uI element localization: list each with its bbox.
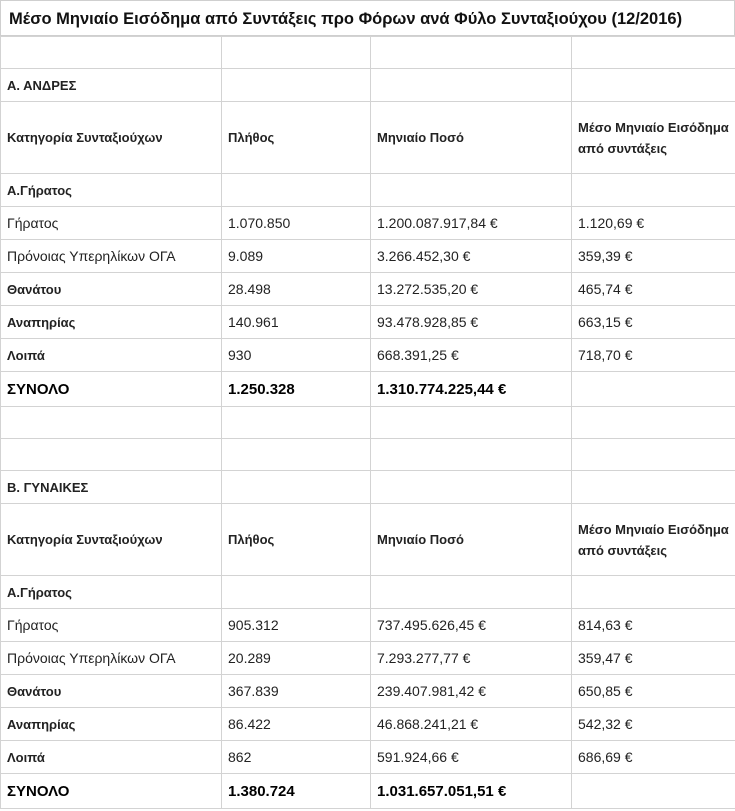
row-label: Λοιπά [1, 741, 222, 774]
blank-row [1, 439, 735, 471]
section-title-women: Β. ΓΥΝΑΙΚΕΣ [1, 471, 222, 504]
row-count: 1.070.850 [222, 207, 371, 240]
total-amount: 1.031.657.051,51 € [371, 774, 572, 809]
table-row [1, 675, 735, 708]
row-amount: 737.495.626,45 € [371, 609, 572, 642]
blank-row [1, 407, 735, 439]
row-avg: 663,15 € [572, 306, 735, 339]
row-count: 86.422 [222, 708, 371, 741]
header-row-men [1, 102, 735, 174]
header-amount: Μηνιαίο Ποσό [371, 102, 572, 174]
total-label: ΣΥΝΟΛΟ [1, 372, 222, 407]
table-row [1, 339, 735, 372]
table-row [1, 609, 735, 642]
row-label: Θανάτου [1, 675, 222, 708]
row-label: Γήρατος [1, 609, 222, 642]
row-avg: 814,63 € [572, 609, 735, 642]
row-amount: 239.407.981,42 € [371, 675, 572, 708]
total-count: 1.250.328 [222, 372, 371, 407]
row-avg: 542,32 € [572, 708, 735, 741]
row-avg: 718,70 € [572, 339, 735, 372]
header-avg: Μέσο Μηνιαίο Εισόδημα από συντάξεις [572, 102, 735, 174]
row-label: Γήρατος [1, 207, 222, 240]
header-row-women [1, 504, 735, 576]
header-category: Κατηγορία Συνταξιούχων [1, 102, 222, 174]
table-row [1, 207, 735, 240]
row-label: Θανάτου [1, 273, 222, 306]
row-amount: 668.391,25 € [371, 339, 572, 372]
row-label: Αναπηρίας [1, 306, 222, 339]
row-avg: 1.120,69 € [572, 207, 735, 240]
row-amount: 7.293.277,77 € [371, 642, 572, 675]
header-amount: Μηνιαίο Ποσό [371, 504, 572, 576]
header-count: Πλήθος [222, 504, 371, 576]
table-row [1, 741, 735, 774]
table-row [1, 273, 735, 306]
group-label: Α.Γήρατος [1, 576, 222, 609]
group-label: Α.Γήρατος [1, 174, 222, 207]
section-title-men: Α. ΑΝΔΡΕΣ [1, 69, 222, 102]
row-amount: 13.272.535,20 € [371, 273, 572, 306]
table-row [1, 240, 735, 273]
row-avg: 686,69 € [572, 741, 735, 774]
row-count: 905.312 [222, 609, 371, 642]
table-row [1, 306, 735, 339]
row-avg: 359,39 € [572, 240, 735, 273]
row-label: Λοιπά [1, 339, 222, 372]
section-row-women [1, 471, 735, 504]
header-avg: Μέσο Μηνιαίο Εισόδημα από συντάξεις [572, 504, 735, 576]
section-row-men [1, 69, 735, 102]
total-count: 1.380.724 [222, 774, 371, 809]
row-amount: 46.868.241,21 € [371, 708, 572, 741]
pension-table [0, 36, 735, 809]
row-count: 367.839 [222, 675, 371, 708]
row-label: Πρόνοιας Υπερηλίκων ΟΓΑ [1, 642, 222, 675]
row-count: 9.089 [222, 240, 371, 273]
row-label: Πρόνοιας Υπερηλίκων ΟΓΑ [1, 240, 222, 273]
row-label: Αναπηρίας [1, 708, 222, 741]
group-row-men [1, 174, 735, 207]
total-row-women [1, 774, 735, 809]
row-amount: 3.266.452,30 € [371, 240, 572, 273]
row-amount: 1.200.087.917,84 € [371, 207, 572, 240]
row-count: 862 [222, 741, 371, 774]
header-count: Πλήθος [222, 102, 371, 174]
row-count: 140.961 [222, 306, 371, 339]
total-amount: 1.310.774.225,44 € [371, 372, 572, 407]
row-count: 930 [222, 339, 371, 372]
row-count: 28.498 [222, 273, 371, 306]
row-amount: 591.924,66 € [371, 741, 572, 774]
group-row-women [1, 576, 735, 609]
row-amount: 93.478.928,85 € [371, 306, 572, 339]
header-category: Κατηγορία Συνταξιούχων [1, 504, 222, 576]
row-avg: 465,74 € [572, 273, 735, 306]
row-avg: 359,47 € [572, 642, 735, 675]
total-label: ΣΥΝΟΛΟ [1, 774, 222, 809]
blank-row [1, 37, 735, 69]
table-row [1, 708, 735, 741]
row-count: 20.289 [222, 642, 371, 675]
table-row [1, 642, 735, 675]
row-avg: 650,85 € [572, 675, 735, 708]
page-title: Μέσο Μηνιαίο Εισόδημα από Συντάξεις προ Φόρων ανά Φύλο Συνταξιούχου (12/2016) [0, 0, 735, 36]
total-row-men [1, 372, 735, 407]
